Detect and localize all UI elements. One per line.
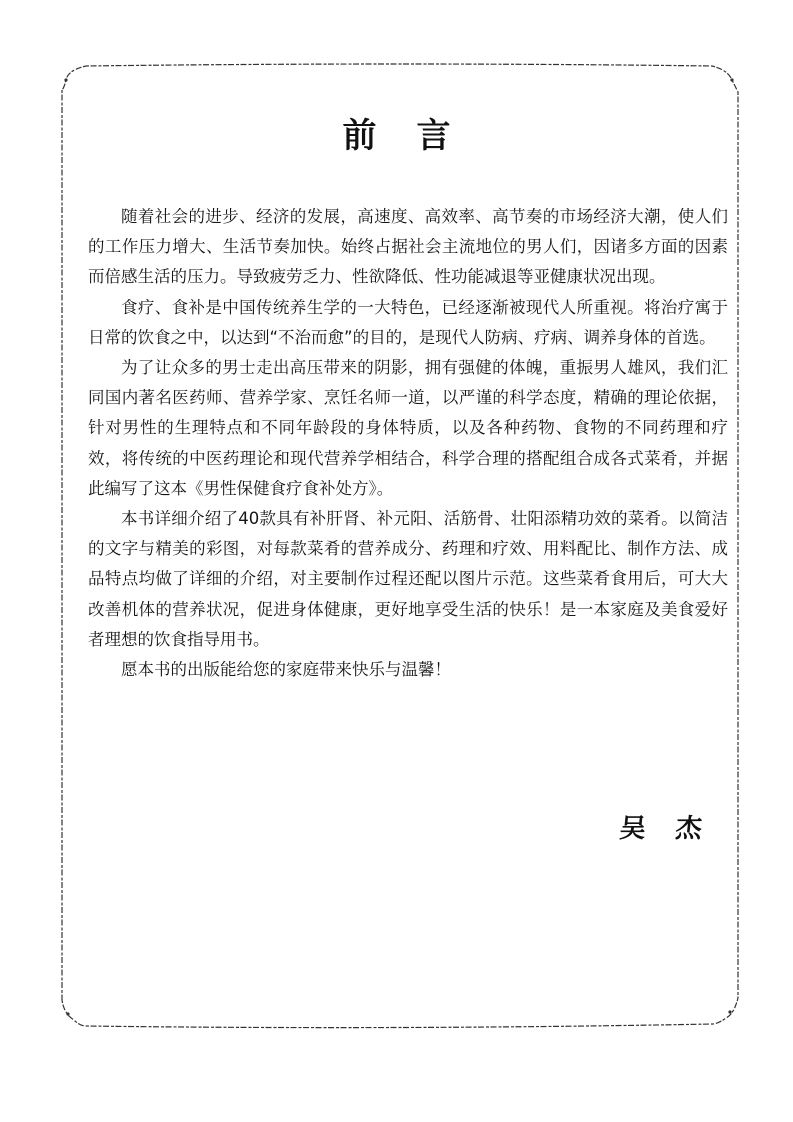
preface-paragraph: 愿本书的出版能给您的家庭带来快乐与温馨！ [121,660,451,680]
preface-paragraph: 为了让众多的男士走出高压带来的阴影，拥有强健的体魄，重振男人雄风，我们汇同国内著名医药师、营养学家、烹饪名师一道，以严谨的科学态度，精确的理论依据，针对男性的生理特点和不同年龄段的身体特质，以及各种药物、食物的不同药理和疗效，将传统的中医药理论和现代营养学相结合，科学合理的搭配组合成各式菜肴，并据此编写了这本《男性保健食疗食补处方》。 [88,358,728,498]
preface-paragraph: 本书详细介绍了40款具有补肝肾、补元阳、活筋骨、壮阳添精功效的菜肴。以简洁的文字与精美的彩图，对每款菜肴的营养成分、药理和疗效、用料配比、制作方法、成品特点均做了详细的介绍，对主要制作过程还配以图片示范。这些菜肴食用后，可大大改善机体的营养状况，促进身体健康，更好地享受生活的快乐！是一本家庭及美食爱好者理想的饮食指导用书。 [88,509,728,649]
preface-paragraph: 随着社会的进步、经济的发展，高速度、高效率、高节奏的市场经济大潮，使人们的工作压力增大、生活节奏加快。始终占据社会主流地位的男人们，因诸多方面的因素而倍感生活的压力。导致疲劳乏力、性欲降低、性功能减退等亚健康状况出现。 [88,207,728,287]
page-title: 前言 [342,116,491,156]
preface-paragraph: 食疗、食补是中国传统养生学的一大特色，已经逐渐被现代人所重视。将治疗寓于日常的饮食之中，以达到“不治而愈”的目的，是现代人防病、疗病、调养身体的首选。 [88,297,728,347]
author-signature: 吴杰 [618,814,734,844]
preface-body [88,202,728,685]
